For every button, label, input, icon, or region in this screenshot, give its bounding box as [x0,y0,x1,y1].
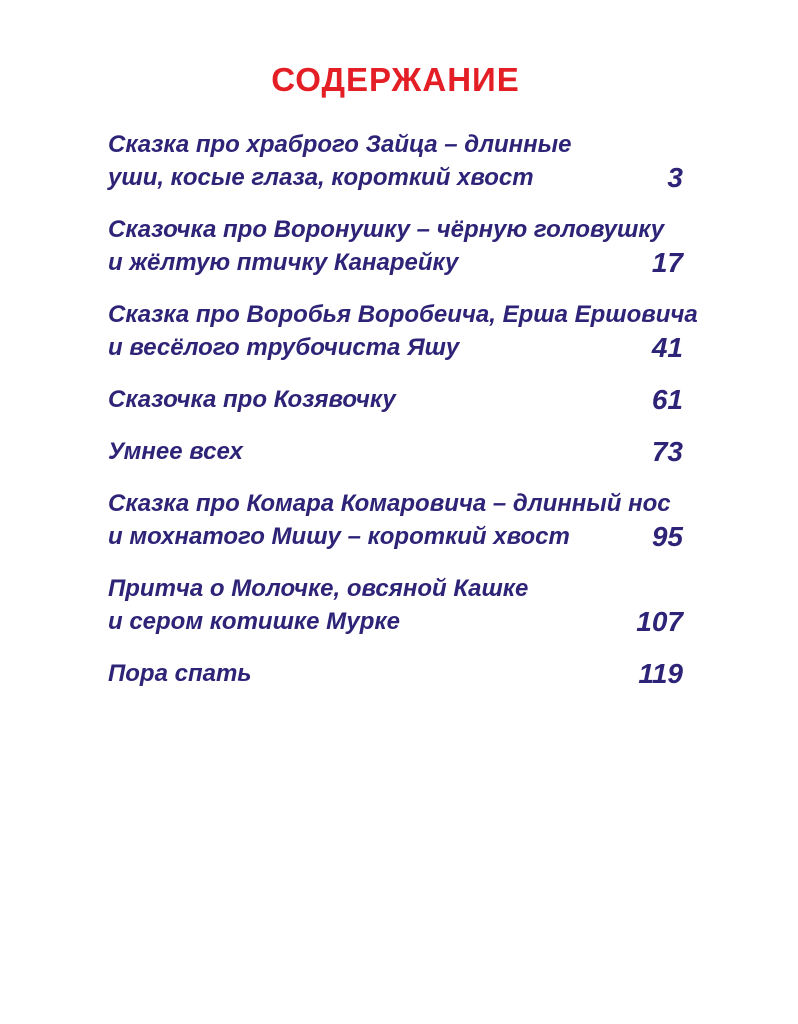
toc-entry [108,383,683,416]
toc-entry [108,435,683,468]
toc-entry-title [108,572,528,638]
toc-entry [108,298,698,364]
toc-entry [108,213,683,279]
toc-entry-page-number: 3 [667,162,683,193]
toc-entry-title-line: Умнее всех [108,438,243,465]
toc-entry-page-number: 95 [651,521,683,552]
toc-entry-page-number: 17 [651,247,683,278]
toc-entry-page-number: 119 [638,658,683,689]
toc-entry [108,128,683,194]
toc-entry [108,657,683,690]
toc-entry-title-line: Сказка про храброго Зайца – длинные [108,131,572,158]
toc-entry-title-line: Сказка про Воробья Воробеича, Ерша Ершовича [108,301,698,328]
toc-entry-title [108,435,243,468]
toc-entry-title-line: и сером котишке Мурке [108,608,400,635]
toc-entry-title-line: уши, косые глаза, короткий хвост [108,164,534,191]
toc-entry-title-line: Сказка про Комара Комаровича – длинный нос [108,490,671,517]
toc-entry-title [108,383,396,416]
toc-entry [108,487,683,553]
toc-entry-title-line: Притча о Молочке, овсяной Кашке [108,575,529,602]
toc-entry-title-line: и мохнатого Мишу – короткий хвост [108,523,570,550]
toc-entry-page-number: 41 [651,332,683,363]
toc-entry-title [108,213,665,279]
toc-entry-title-line: и жёлтую птичку Канарейку [108,249,459,276]
toc-entry [108,572,683,638]
toc-entry-title-line: и весёлого трубочиста Яшу [108,334,460,361]
toc-entry-title [108,128,572,194]
toc-entry-title [108,657,252,690]
toc-entry-page-number: 107 [636,606,683,637]
toc-entry-title-line: Сказочка про Воронушку – чёрную головушку [108,216,665,243]
toc-entry-page-number: 73 [651,436,683,467]
toc-entry-title-line: Сказочка про Козявочку [108,386,396,413]
toc-entry-page-number: 61 [651,384,683,415]
toc-entry-title-line: Пора спать [108,660,252,687]
contents-heading: СОДЕРЖАНИЕ [271,61,520,98]
